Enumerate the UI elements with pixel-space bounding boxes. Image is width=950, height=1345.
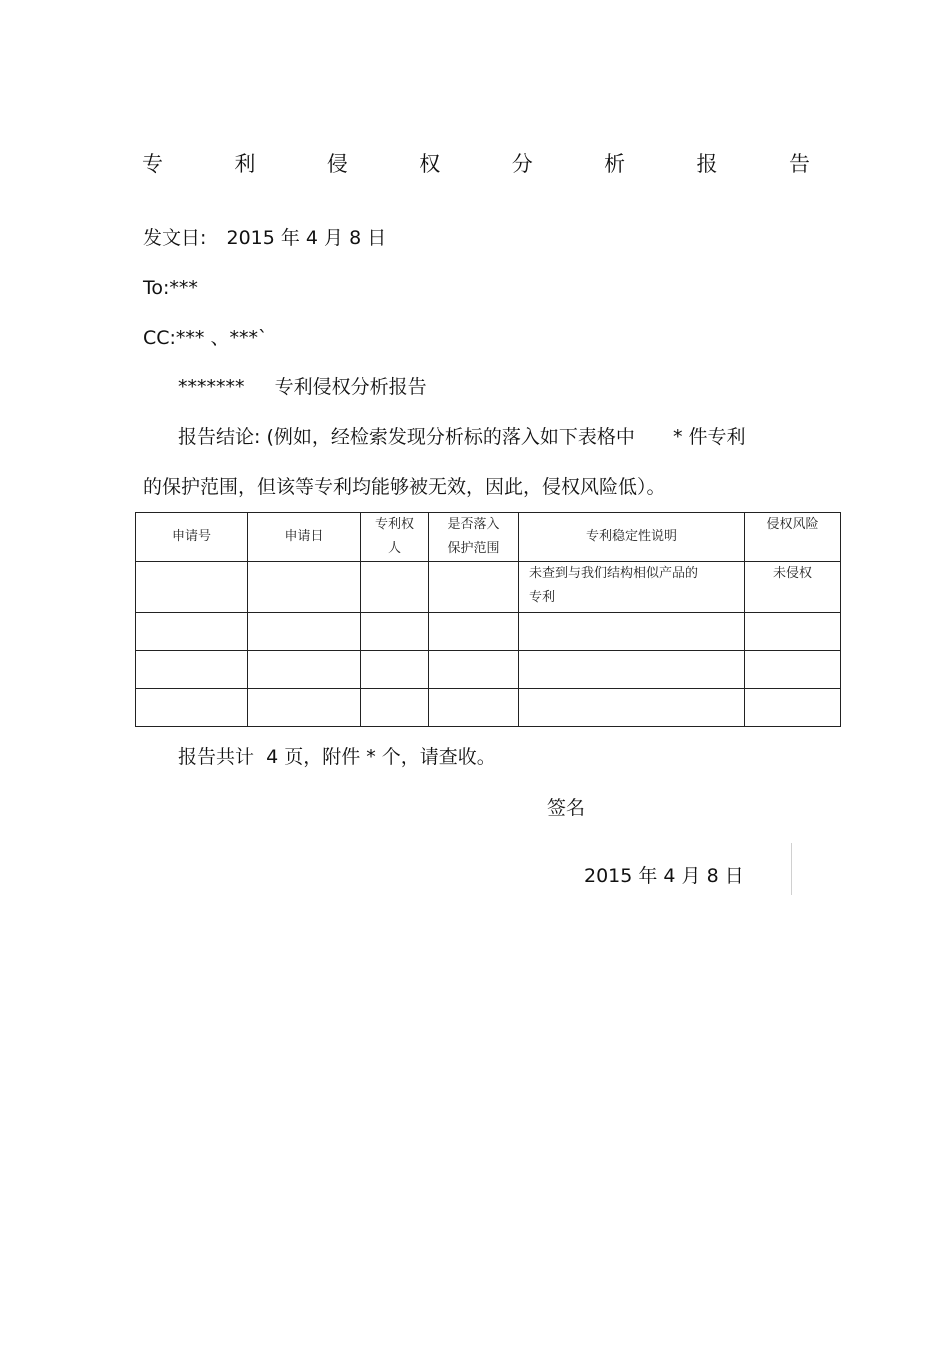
patent-table bbox=[135, 512, 841, 727]
table-cell bbox=[136, 689, 248, 727]
issue-date-line bbox=[143, 225, 386, 251]
table-row bbox=[136, 689, 841, 727]
table-cell bbox=[361, 613, 429, 651]
header-holder: 专利权 人 bbox=[361, 513, 429, 562]
to-line: To:*** bbox=[143, 277, 198, 299]
conclusion-line-1 bbox=[178, 424, 746, 450]
title-char: 告 bbox=[788, 152, 810, 176]
title-char: 利 bbox=[234, 152, 256, 176]
stability-cell: 未查到与我们结构相似产品的 专利 bbox=[519, 562, 745, 613]
header-scope: 是否落入 保护范围 bbox=[429, 513, 519, 562]
table-row bbox=[136, 613, 841, 651]
sign-date: 2015 年 4 月 8 日 bbox=[584, 865, 744, 887]
report-title bbox=[142, 150, 810, 178]
table-cell bbox=[136, 651, 248, 689]
table-cell bbox=[248, 689, 361, 727]
table-cell bbox=[136, 613, 248, 651]
table-cell bbox=[136, 562, 248, 613]
table-row bbox=[136, 651, 841, 689]
header-app-no: 申请号 bbox=[136, 513, 248, 562]
title-char: 侵 bbox=[326, 152, 348, 176]
pages-note: 报告共计 4 页，附件 * 个，请查收。 bbox=[178, 746, 496, 768]
table-cell bbox=[745, 651, 841, 689]
table-cell bbox=[745, 613, 841, 651]
table-header-row bbox=[136, 513, 841, 562]
title-char: 报 bbox=[696, 152, 718, 176]
table-cell bbox=[429, 613, 519, 651]
subject-text: 专利侵权分析报告 bbox=[274, 376, 427, 398]
title-char: 析 bbox=[604, 152, 626, 176]
table-row bbox=[136, 562, 841, 613]
title-char: 专 bbox=[142, 152, 163, 176]
signature-label: 签名 bbox=[547, 797, 586, 819]
subject-line bbox=[178, 374, 427, 400]
header-stability: 专利稳定性说明 bbox=[519, 513, 745, 562]
table-cell bbox=[248, 562, 361, 613]
table-cell bbox=[429, 562, 519, 613]
header-app-date: 申请日 bbox=[248, 513, 361, 562]
table-cell bbox=[519, 613, 745, 651]
conclusion-count: * 件专利 bbox=[672, 426, 746, 448]
margin-divider bbox=[791, 843, 792, 895]
conclusion-text: 报告结论: (例如，经检索发现分析标的落入如下表格中 bbox=[178, 426, 635, 448]
title-char: 权 bbox=[419, 152, 441, 176]
issue-date-label: 发文日: bbox=[143, 227, 207, 249]
table-cell bbox=[519, 689, 745, 727]
table-cell bbox=[361, 562, 429, 613]
table-cell bbox=[429, 689, 519, 727]
subject-prefix: ******* bbox=[178, 376, 245, 398]
conclusion-line-2: 的保护范围，但该等专利均能够被无效，因此，侵权风险低）。 bbox=[143, 476, 666, 498]
table-cell bbox=[361, 651, 429, 689]
table-cell bbox=[745, 689, 841, 727]
table-cell bbox=[519, 651, 745, 689]
table-cell bbox=[361, 689, 429, 727]
issue-date-value: 2015 年 4 月 8 日 bbox=[226, 227, 387, 249]
title-char: 分 bbox=[511, 152, 533, 176]
table-cell bbox=[429, 651, 519, 689]
risk-cell: 未侵权 bbox=[745, 562, 841, 613]
cc-line: CC:*** 、***` bbox=[143, 327, 268, 349]
table-cell bbox=[248, 613, 361, 651]
table-cell bbox=[248, 651, 361, 689]
header-risk: 侵权风险 bbox=[745, 513, 841, 562]
